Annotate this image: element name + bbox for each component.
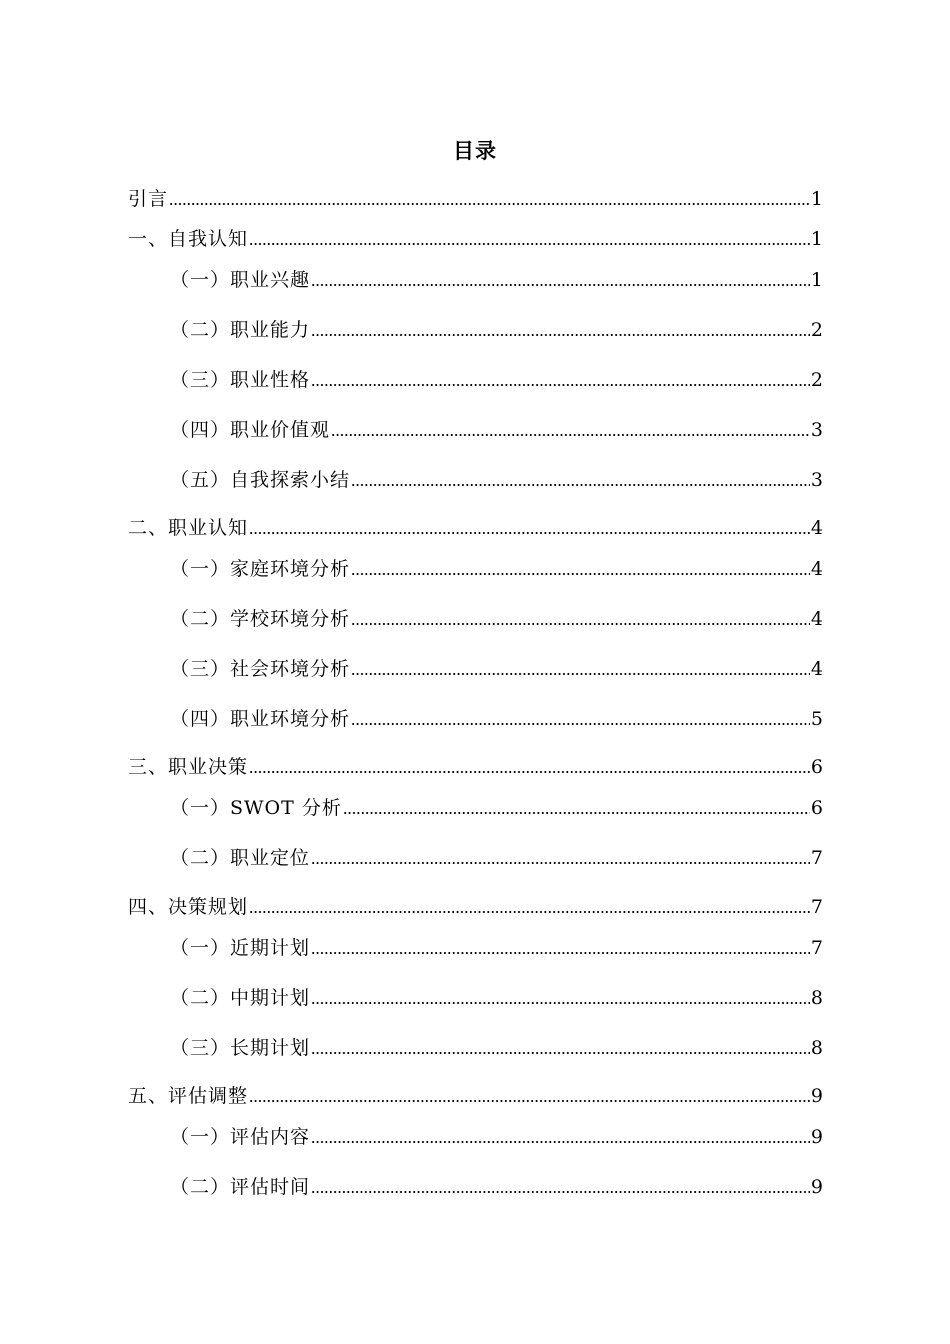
toc-entry-label: （三）社会环境分析 (170, 658, 351, 680)
toc-entry[interactable] (170, 984, 823, 1012)
toc-entry-label: 四、决策规划 (128, 896, 249, 918)
toc-entry-page-number: 7 (810, 847, 823, 869)
toc-entry-label: （一）评估内容 (170, 1126, 311, 1148)
toc-entry-page-number: 7 (810, 896, 823, 918)
toc-entry-label: 引言 (128, 188, 169, 210)
toc-entry-page-number: 3 (810, 419, 823, 441)
toc-dot-leader (249, 911, 810, 913)
toc-dot-leader (249, 243, 810, 245)
toc-entry[interactable] (128, 225, 823, 253)
toc-entry-page-number: 2 (810, 369, 823, 391)
toc-dot-leader (311, 1191, 810, 1193)
toc-entry-label: （一）家庭环境分析 (170, 558, 351, 580)
toc-dot-leader (351, 723, 810, 725)
toc-entry-label: （一）职业兴趣 (170, 269, 311, 291)
toc-entry-page-number: 9 (810, 1176, 823, 1198)
toc-entry-page-number: 1 (810, 228, 823, 250)
toc-entry-page-number: 8 (810, 987, 823, 1009)
toc-entry[interactable] (170, 934, 823, 962)
toc-entry-page-number: 4 (810, 608, 823, 630)
toc-entry[interactable] (170, 1123, 823, 1151)
toc-entry-label: 二、职业认知 (128, 517, 249, 539)
toc-dot-leader (331, 434, 810, 436)
toc-entry-label: （四）职业价值观 (170, 419, 331, 441)
toc-entry-page-number: 4 (810, 558, 823, 580)
toc-entry-page-number: 1 (810, 188, 823, 210)
toc-entry[interactable] (170, 416, 823, 444)
toc-dot-leader (351, 573, 810, 575)
toc-dot-leader (311, 952, 810, 954)
toc-entry[interactable] (170, 794, 823, 822)
toc-entry[interactable] (128, 514, 823, 542)
toc-entry-label: （二）职业定位 (170, 847, 311, 869)
toc-entry-label: 一、自我认知 (128, 228, 249, 250)
toc-entry[interactable] (170, 366, 823, 394)
toc-entry[interactable] (170, 605, 823, 633)
toc-entry-label: （五）自我探索小结 (170, 469, 351, 491)
toc-entry-page-number: 2 (810, 319, 823, 341)
toc-dot-leader (351, 484, 810, 486)
toc-dot-leader (351, 673, 810, 675)
toc-entry-page-number: 7 (810, 937, 823, 959)
toc-entry-page-number: 9 (810, 1085, 823, 1107)
toc-entry[interactable] (170, 316, 823, 344)
toc-entry-label: （三）长期计划 (170, 1037, 311, 1059)
toc-entry[interactable] (128, 185, 823, 213)
toc-entry[interactable] (170, 655, 823, 683)
toc-entry-page-number: 1 (810, 269, 823, 291)
toc-entry[interactable] (170, 1034, 823, 1062)
toc-entry-page-number: 5 (810, 708, 823, 730)
toc-entry-label: （二）评估时间 (170, 1176, 311, 1198)
toc-dot-leader (311, 284, 810, 286)
toc-entry-label: （二）中期计划 (170, 987, 311, 1009)
toc-entry-label: （三）职业性格 (170, 369, 311, 391)
toc-dot-leader (249, 1100, 810, 1102)
toc-entry-label: （二）职业能力 (170, 319, 311, 341)
toc-entry-page-number: 9 (810, 1126, 823, 1148)
toc-entry-page-number: 4 (810, 658, 823, 680)
toc-entry-label: （一）近期计划 (170, 937, 311, 959)
toc-dot-leader (249, 532, 810, 534)
toc-entry[interactable] (170, 266, 823, 294)
toc-dot-leader (249, 771, 810, 773)
toc-entry[interactable] (170, 705, 823, 733)
toc-entry-label: （二）学校环境分析 (170, 608, 351, 630)
toc-title: 目录 (453, 138, 497, 163)
toc-dot-leader (311, 1141, 810, 1143)
toc-dot-leader (311, 1002, 810, 1004)
toc-dot-leader (311, 334, 810, 336)
toc-entry-label: 五、评估调整 (128, 1085, 249, 1107)
toc-dot-leader (311, 1052, 810, 1054)
toc-entry[interactable] (128, 1082, 823, 1110)
toc-entry-page-number: 8 (810, 1037, 823, 1059)
toc-entry-page-number: 6 (810, 797, 823, 819)
toc-entry[interactable] (128, 893, 823, 921)
toc-entry[interactable] (170, 844, 823, 872)
toc-entry[interactable] (170, 466, 823, 494)
toc-entry-label: （四）职业环境分析 (170, 708, 351, 730)
toc-entry[interactable] (170, 1173, 823, 1201)
toc-entry[interactable] (128, 753, 823, 781)
toc-entry[interactable] (170, 555, 823, 583)
toc-dot-leader (311, 384, 810, 386)
toc-entry-label: 三、职业决策 (128, 756, 249, 778)
toc-dot-leader (343, 812, 810, 814)
toc-entry-page-number: 6 (810, 756, 823, 778)
toc-dot-leader (311, 862, 810, 864)
toc-entry-label: （一）SWOT 分析 (170, 797, 342, 819)
toc-dot-leader (169, 203, 810, 205)
toc-entry-page-number: 3 (810, 469, 823, 491)
toc-dot-leader (351, 623, 810, 625)
toc-entry-page-number: 4 (810, 517, 823, 539)
